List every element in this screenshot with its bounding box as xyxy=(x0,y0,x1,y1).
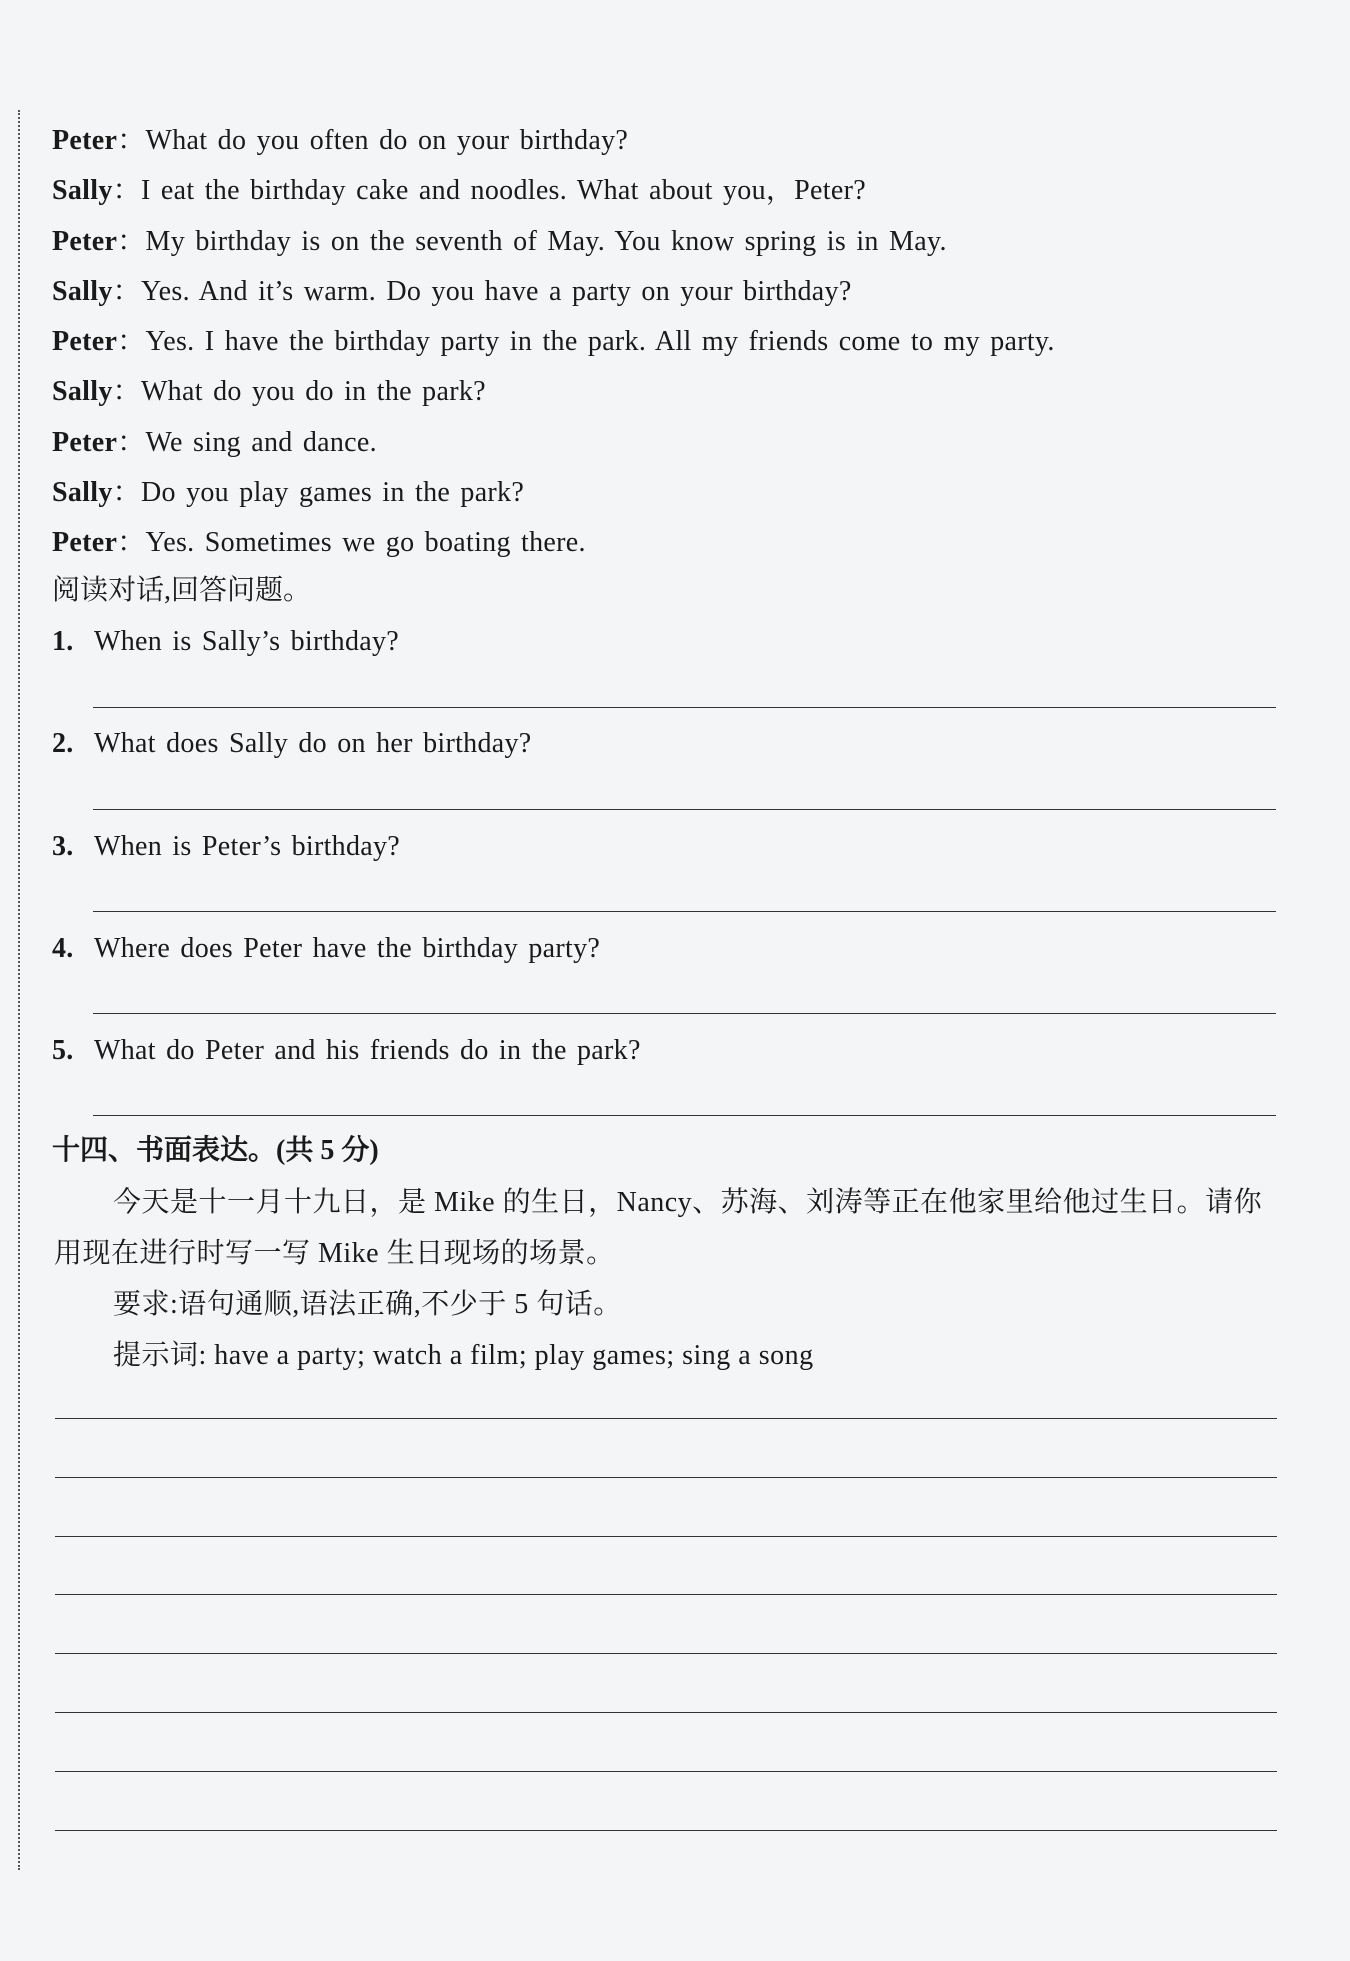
question-4 xyxy=(52,924,600,974)
speaker-separator: ： xyxy=(112,376,141,408)
speaker-separator: ： xyxy=(117,125,146,156)
dialogue-text: What do you do in the park? xyxy=(140,376,486,408)
question-text: What does Sally do on her birthday? xyxy=(94,728,532,759)
dialogue xyxy=(52,116,1282,569)
speaker-separator: ： xyxy=(117,326,146,358)
speaker-name: Sally xyxy=(52,376,113,408)
dialogue-text: Yes. And it’s warm. Do you have a party on your birthday? xyxy=(140,275,852,307)
answer-line-1[interactable] xyxy=(93,707,1276,708)
speaker-name: Sally xyxy=(52,477,113,509)
dialogue-text: We sing and dance. xyxy=(145,426,377,458)
question-text: When is Peter’s birthday? xyxy=(94,831,401,862)
question-3 xyxy=(52,822,400,872)
question-number: 2. xyxy=(52,728,74,759)
dialogue-text: Yes. I have the birthday party in the park. All my friends come to my party. xyxy=(145,326,1055,358)
writing-line-2[interactable] xyxy=(55,1477,1277,1478)
dialogue-line xyxy=(52,166,1282,216)
writing-hint: 提示词: have a party; watch a film; play games; sing a song xyxy=(113,1340,814,1371)
dialogue-text: My birthday is on the seventh of May. You know spring is in May. xyxy=(145,225,947,257)
speaker-name: Peter xyxy=(52,527,118,559)
dialogue-line xyxy=(52,418,1282,468)
writing-line-6[interactable] xyxy=(55,1712,1277,1713)
speaker-separator: ： xyxy=(112,477,141,509)
reading-instruction: 阅读对话,回答问题。 xyxy=(52,575,312,606)
answer-line-3[interactable] xyxy=(93,911,1276,912)
dialogue-line xyxy=(52,468,1282,518)
question-2 xyxy=(52,719,532,769)
dialogue-text: Do you play games in the park? xyxy=(140,477,525,509)
question-number: 1. xyxy=(52,626,74,657)
speaker-separator: ： xyxy=(117,527,146,559)
speaker-name: Sally xyxy=(52,175,113,207)
page-margin-line xyxy=(18,110,20,1870)
writing-line-3[interactable] xyxy=(55,1536,1277,1537)
writing-prompt-line-1: 今天是十一月十九日，是 Mike 的生日，Nancy、苏海、刘涛等正在他家里给他过生日。请你 xyxy=(113,1187,1263,1218)
question-text: Where does Peter have the birthday party? xyxy=(94,933,601,964)
speaker-name: Peter xyxy=(52,125,118,156)
speaker-name: Peter xyxy=(52,426,118,458)
dialogue-line xyxy=(52,317,1282,367)
answer-line-4[interactable] xyxy=(93,1013,1276,1014)
dialogue-line xyxy=(52,267,1282,317)
speaker-separator: ： xyxy=(117,225,146,257)
question-5 xyxy=(52,1026,641,1076)
question-number: 5. xyxy=(52,1035,74,1066)
speaker-separator: ： xyxy=(117,426,146,458)
speaker-name: Peter xyxy=(52,326,118,358)
answer-line-5[interactable] xyxy=(93,1115,1276,1116)
speaker-name: Peter xyxy=(52,225,118,257)
question-1 xyxy=(52,617,399,667)
dialogue-line xyxy=(52,367,1282,417)
section-title: 十四、书面表达。(共 5 分) xyxy=(52,1135,379,1166)
speaker-separator: ： xyxy=(112,275,141,307)
dialogue-line xyxy=(52,116,1282,166)
writing-line-7[interactable] xyxy=(55,1771,1277,1772)
writing-requirement: 要求:语句通顺,语法正确,不少于 5 句话。 xyxy=(113,1289,622,1320)
writing-line-4[interactable] xyxy=(55,1594,1277,1595)
dialogue-text: I eat the birthday cake and noodles. What about you，Peter? xyxy=(140,175,866,207)
speaker-separator: ： xyxy=(112,175,141,207)
dialogue-line xyxy=(52,518,1282,568)
dialogue-line xyxy=(52,217,1282,267)
question-number: 3. xyxy=(52,831,74,862)
writing-line-8[interactable] xyxy=(55,1830,1277,1831)
question-text: What do Peter and his friends do in the park? xyxy=(94,1035,641,1066)
dialogue-text: Yes. Sometimes we go boating there. xyxy=(145,527,586,559)
writing-prompt-line-2: 用现在进行时写一写 Mike 生日现场的场景。 xyxy=(54,1238,615,1269)
speaker-name: Sally xyxy=(52,275,113,307)
question-text: When is Sally’s birthday? xyxy=(94,626,400,657)
writing-line-1[interactable] xyxy=(55,1418,1277,1419)
answer-line-2[interactable] xyxy=(93,809,1276,810)
dialogue-text: What do you often do on your birthday? xyxy=(145,125,629,156)
question-number: 4. xyxy=(52,933,74,964)
writing-line-5[interactable] xyxy=(55,1653,1277,1654)
